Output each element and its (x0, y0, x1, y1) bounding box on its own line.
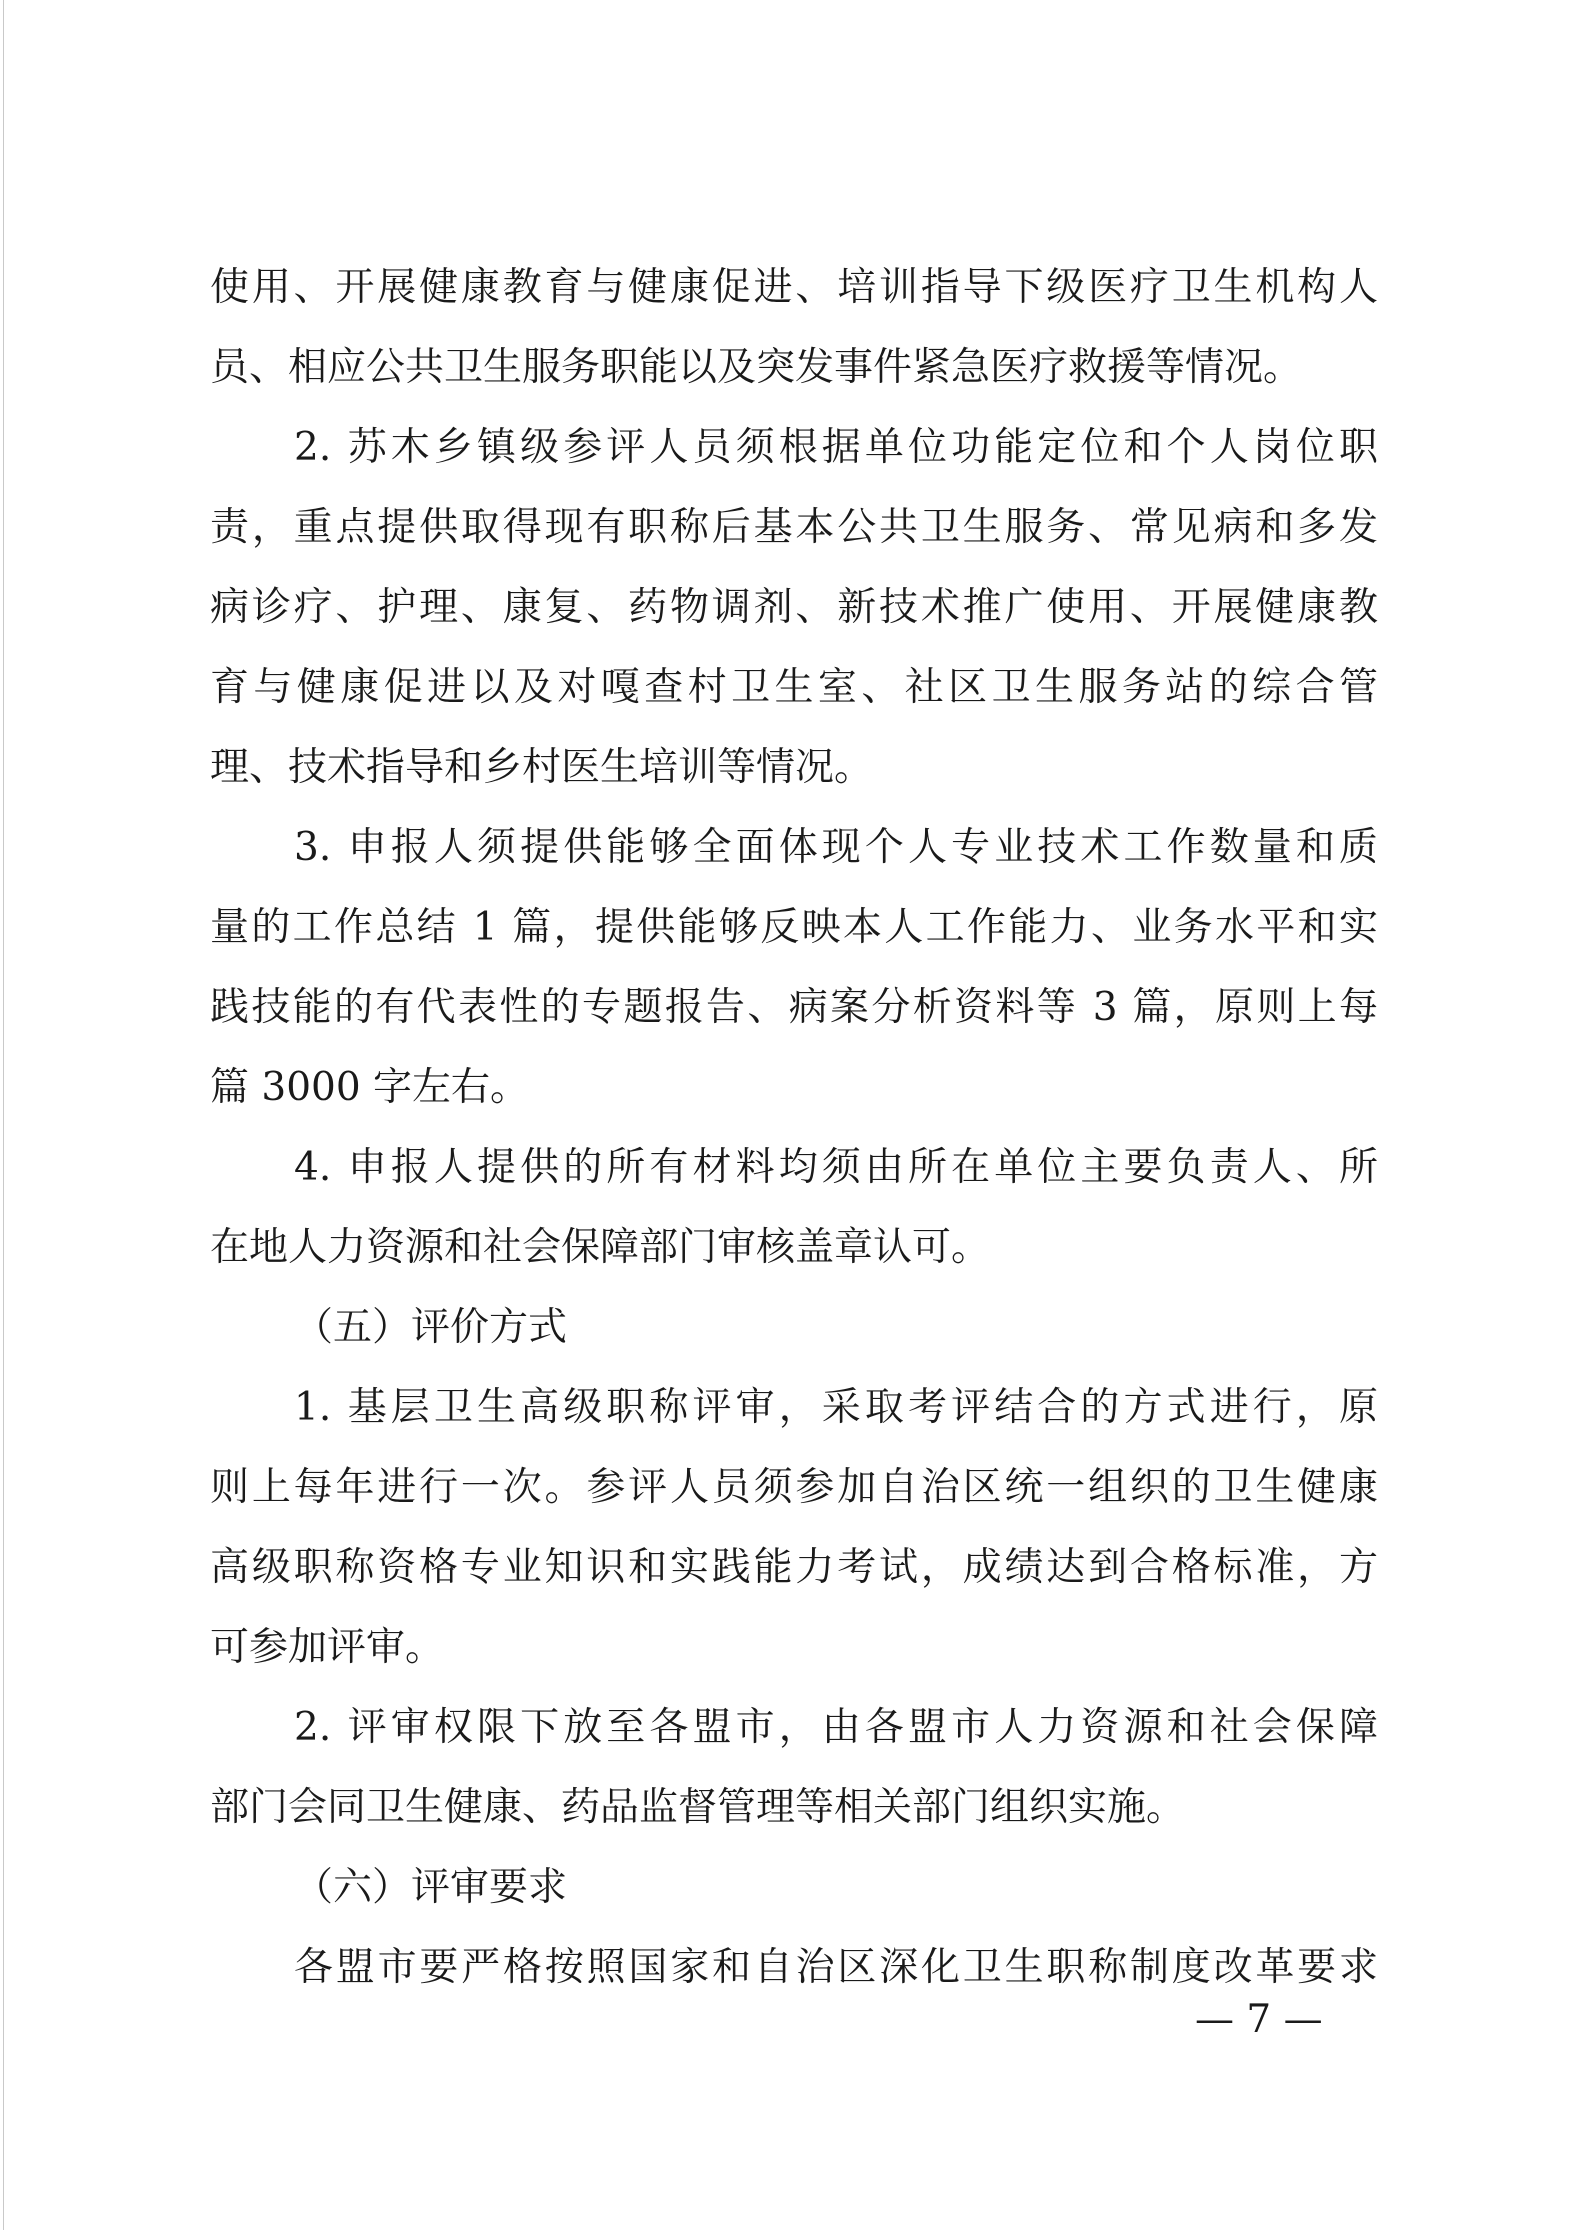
paragraph-line: 量的工作总结 1 篇，提供能够反映本人工作能力、业务水平和实 (210, 905, 1378, 950)
paragraph-line: 责，重点提供取得现有职称后基本公共卫生服务、常见病和多发 (210, 505, 1378, 550)
paragraph-line: 2. 评审权限下放至各盟市，由各盟市人力资源和社会保障 (294, 1705, 1378, 1750)
paragraph-line: 2. 苏木乡镇级参评人员须根据单位功能定位和个人岗位职 (294, 425, 1378, 470)
paragraph-line: 在地人力资源和社会保障部门审核盖章认可。 (210, 1225, 991, 1270)
page-number: — 7 — (1195, 1997, 1323, 2042)
paragraph-line: 高级职称资格专业知识和实践能力考试，成绩达到合格标准，方 (210, 1545, 1378, 1590)
paragraph-line: 员、相应公共卫生服务职能以及突发事件紧急医疗救援等情况。 (210, 345, 1303, 390)
paragraph-line: 病诊疗、护理、康复、药物调剂、新技术推广使用、开展健康教 (210, 585, 1378, 630)
paragraph-line: 可参加评审。 (210, 1625, 445, 1670)
paragraph-line: 篇 3000 字左右。 (210, 1065, 530, 1110)
paragraph-line: 部门会同卫生健康、药品监督管理等相关部门组织实施。 (210, 1785, 1186, 1830)
paragraph-line: 使用、开展健康教育与健康促进、培训指导下级医疗卫生机构人 (210, 265, 1378, 310)
paragraph-line: 1. 基层卫生高级职称评审，采取考评结合的方式进行，原 (294, 1385, 1378, 1430)
paragraph-line: 则上每年进行一次。参评人员须参加自治区统一组织的卫生健康 (210, 1465, 1378, 1510)
paragraph-line: 3. 申报人须提供能够全面体现个人专业技术工作数量和质 (294, 825, 1378, 870)
paragraph-line: 4. 申报人提供的所有材料均须由所在单位主要负责人、所 (294, 1145, 1378, 1190)
paragraph-line: 各盟市要严格按照国家和自治区深化卫生职称制度改革要求 (294, 1945, 1378, 1990)
scan-edge-line (3, 0, 4, 2230)
paragraph-line: 践技能的有代表性的专题报告、病案分析资料等 3 篇，原则上每 (210, 985, 1378, 1030)
paragraph-line: 育与健康促进以及对嘎查村卫生室、社区卫生服务站的综合管 (210, 665, 1378, 710)
document-body (210, 248, 1378, 2008)
paragraph-line: 理、技术指导和乡村医生培训等情况。 (210, 745, 874, 790)
section-heading: （五）评价方式 (294, 1305, 568, 1350)
section-heading: （六）评审要求 (294, 1865, 568, 1910)
